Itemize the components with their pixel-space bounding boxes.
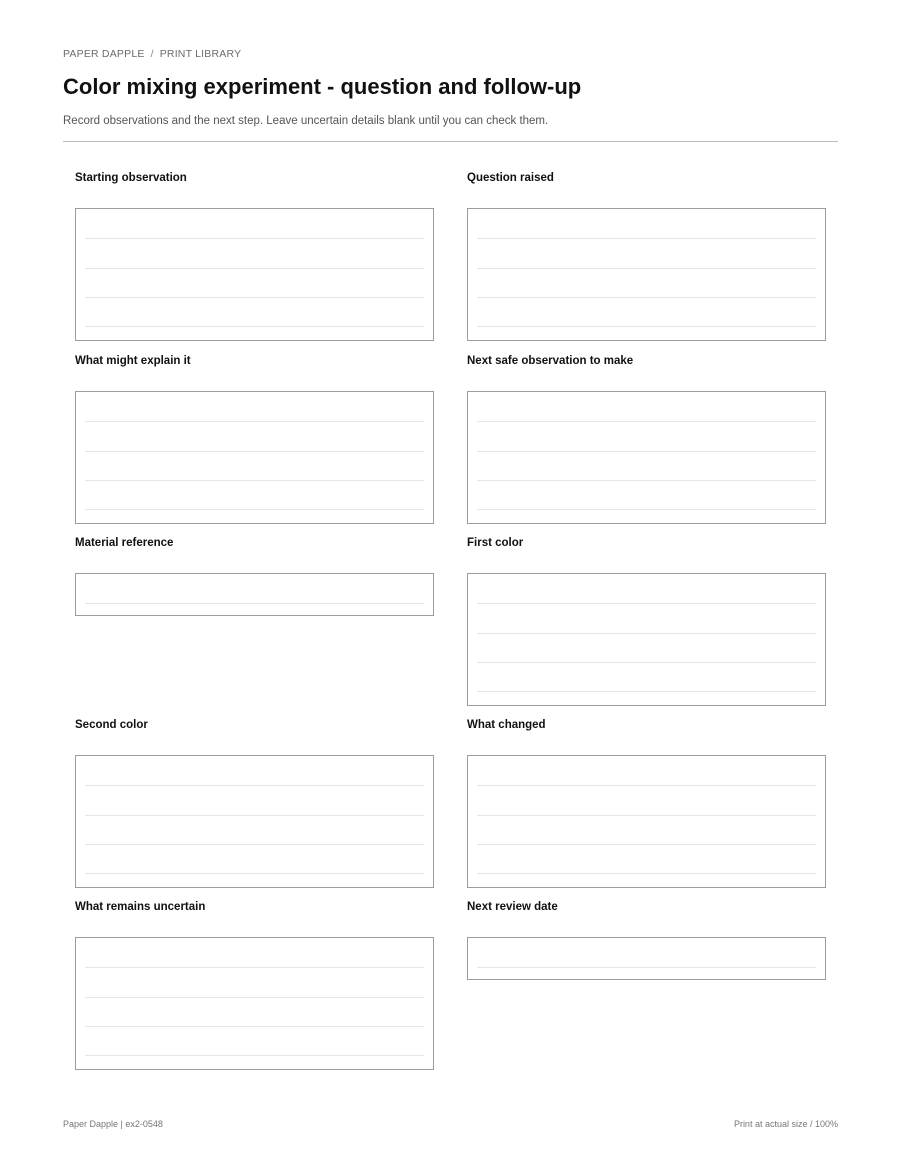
ruled-line — [477, 967, 816, 968]
ruled-line — [477, 785, 816, 786]
field-label: Question raised — [467, 172, 554, 184]
ruled-line — [477, 421, 816, 422]
ruled-line — [85, 509, 424, 510]
ruled-line — [477, 297, 816, 298]
ruled-line — [477, 873, 816, 874]
writing-box[interactable] — [75, 208, 434, 341]
ruled-line — [477, 268, 816, 269]
field-label: What remains uncertain — [75, 901, 206, 913]
writing-box[interactable] — [75, 755, 434, 888]
writing-box[interactable] — [467, 755, 826, 888]
ruled-line — [477, 238, 816, 239]
ruled-line — [477, 691, 816, 692]
footer-id: Paper Dapple | ex2-0548 — [63, 1119, 163, 1129]
ruled-line — [85, 603, 424, 604]
writing-box[interactable] — [467, 573, 826, 706]
breadcrumb-separator: / — [150, 48, 154, 60]
ruled-line — [85, 421, 424, 422]
header-divider — [63, 141, 838, 142]
ruled-line — [477, 815, 816, 816]
ruled-line — [85, 815, 424, 816]
ruled-line — [85, 1055, 424, 1056]
field-label: Material reference — [75, 537, 174, 549]
field-label: Next safe observation to make — [467, 355, 634, 367]
writing-box[interactable] — [75, 391, 434, 524]
ruled-line — [477, 451, 816, 452]
field-label: Second color — [75, 719, 148, 731]
ruled-line — [85, 297, 424, 298]
ruled-line — [477, 633, 816, 634]
field-label: First color — [467, 537, 524, 549]
ruled-line — [85, 451, 424, 452]
ruled-line — [477, 509, 816, 510]
ruled-line — [85, 785, 424, 786]
field-label: What changed — [467, 719, 546, 731]
ruled-line — [477, 603, 816, 604]
writing-box[interactable] — [467, 391, 826, 524]
ruled-line — [477, 662, 816, 663]
ruled-line — [85, 967, 424, 968]
ruled-line — [477, 844, 816, 845]
breadcrumb-section: PRINT LIBRARY — [159, 48, 242, 60]
field-label: Next review date — [467, 901, 558, 913]
ruled-line — [85, 238, 424, 239]
footer-print-note: Print at actual size / 100% — [733, 1119, 838, 1129]
ruled-line — [85, 1026, 424, 1027]
writing-box[interactable] — [467, 937, 826, 980]
field-label: What might explain it — [75, 355, 191, 367]
breadcrumb — [63, 48, 241, 60]
writing-box[interactable] — [467, 208, 826, 341]
ruled-line — [85, 326, 424, 327]
ruled-line — [85, 844, 424, 845]
ruled-line — [85, 268, 424, 269]
ruled-line — [477, 480, 816, 481]
writing-box[interactable] — [75, 937, 434, 1070]
writing-box[interactable] — [75, 573, 434, 616]
ruled-line — [85, 873, 424, 874]
ruled-line — [477, 326, 816, 327]
page-subtitle: Record observations and the next step. Leave uncertain details blank until you can check them. — [63, 115, 549, 127]
breadcrumb-brand: PAPER DAPPLE — [63, 48, 145, 60]
field-label: Starting observation — [75, 172, 187, 184]
ruled-line — [85, 480, 424, 481]
page-title: Color mixing experiment - question and follow-up — [63, 74, 582, 99]
ruled-line — [85, 997, 424, 998]
